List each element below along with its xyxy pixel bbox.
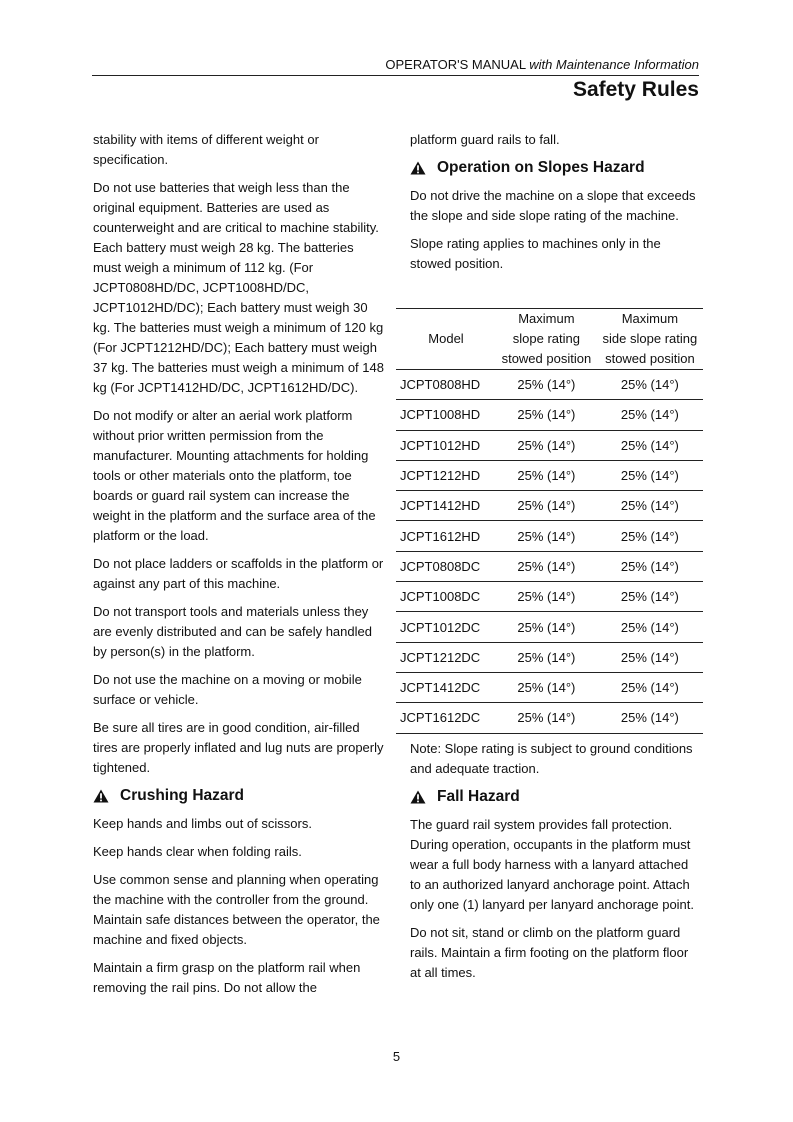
table-row [396,400,703,430]
header-line: Maximum [621,311,679,326]
header-line: Maximum [518,311,575,326]
paragraph: platform guard rails to fall. [410,132,560,147]
heading-label: Crushing Hazard [120,787,245,804]
table-row [396,370,703,400]
warning-triangle-icon [93,789,109,803]
column-header-slope [496,309,597,370]
side-slope-cell: 25% (14°) [597,642,703,672]
slope-cell: 25% (14°) [496,400,597,430]
table-row [396,521,703,551]
header-divider [92,75,699,76]
heading-label: Fall Hazard [437,788,520,805]
table-row [396,551,703,581]
slope-cell: 25% (14°) [496,521,597,551]
side-slope-cell: 25% (14°) [597,703,703,733]
crushing-hazard-heading [93,786,385,806]
model-cell: JCPT1008HD [396,400,496,430]
paragraph: Do not use the machine on a moving or mobile surface or vehicle. [93,672,362,707]
column-header-side-slope [597,309,703,370]
table-row [396,430,703,460]
table-row [396,703,703,733]
model-cell: JCPT1212HD [396,460,496,490]
paragraph: Do not sit, stand or climb on the platform guard rails. Maintain a firm footing on the platform floor at all times. [410,925,689,980]
table-row [396,582,703,612]
side-slope-cell: 25% (14°) [597,612,703,642]
left-column [93,130,385,1006]
model-cell: JCPT1008DC [396,582,496,612]
right-column [410,130,702,282]
slope-cell: 25% (14°) [496,612,597,642]
model-cell: JCPT1412DC [396,672,496,702]
slopes-hazard-heading [410,158,702,178]
model-cell: JCPT1612HD [396,521,496,551]
slope-cell: 25% (14°) [496,642,597,672]
side-slope-cell: 25% (14°) [597,491,703,521]
heading-label: Operation on Slopes Hazard [437,159,645,176]
manual-subtitle: with Maintenance Information [529,57,699,72]
model-cell: JCPT1412HD [396,491,496,521]
side-slope-cell: 25% (14°) [597,400,703,430]
side-slope-cell: 25% (14°) [597,430,703,460]
model-cell: JCPT1212DC [396,642,496,672]
paragraph: Keep hands clear when folding rails. [93,844,302,859]
paragraph: Maintain a firm grasp on the platform rail when removing the rail pins. Do not allow the [93,960,361,995]
paragraph: Keep hands and limbs out of scissors. [93,816,312,831]
side-slope-cell: 25% (14°) [597,582,703,612]
slope-cell: 25% (14°) [496,491,597,521]
right-column-lower [410,739,702,991]
table-row [396,491,703,521]
table-row [396,612,703,642]
paragraph: Use common sense and planning when operating the machine with the controller from the ground. Maintain safe distances between the operator, the machine and fixed objects. [93,872,380,947]
paragraph: Do not drive the machine on a slope that exceeds the slope and side slope rating of the machine. [410,188,696,223]
slope-cell: 25% (14°) [496,430,597,460]
paragraph: Do not transport tools and materials unless they are evenly distributed and can be safely handled by person(s) in the platform. [93,604,372,659]
manual-header [92,57,699,73]
slope-rating-table [396,308,703,734]
note-paragraph: Note: Slope rating is subject to ground conditions and adequate traction. [410,741,693,776]
page-number: 5 [392,1049,401,1064]
model-cell: JCPT1012DC [396,612,496,642]
header-line: stowed position [605,351,695,366]
page-title: Safety Rules [572,78,699,101]
header-line: slope rating [512,331,580,346]
slope-cell: 25% (14°) [496,703,597,733]
slope-cell: 25% (14°) [496,460,597,490]
table-row [396,672,703,702]
fall-hazard-heading [410,787,702,807]
paragraph: Slope rating applies to machines only in the stowed position. [410,236,661,271]
side-slope-cell: 25% (14°) [597,551,703,581]
paragraph: stability with items of different weight or specification. [93,132,319,167]
paragraph: Be sure all tires are in good condition, air-filled tires are properly inflated and lug nuts are properly tightened. [93,720,384,775]
paragraph: Do not modify or alter an aerial work platform without prior written permission from the manufacturer. Mounting attachments for holding tools or other materials onto the platform, toe boards or guard rail system can increase the weight in the platform and the surface area of the platform or the load. [93,408,376,543]
slope-cell: 25% (14°) [496,672,597,702]
model-cell: JCPT1612DC [396,703,496,733]
table-row [396,460,703,490]
slope-cell: 25% (14°) [496,582,597,612]
warning-triangle-icon [410,161,426,175]
model-cell: JCPT0808HD [396,370,496,400]
paragraph: Do not use batteries that weigh less than the original equipment. Batteries are used as counterweight and are critical to machine stability. Each battery must weigh 28 kg. The batteries must weigh a minimum of 112 kg. (For JCPT0808HD/DC, JCPT1008HD/DC, JCPT1012HD/DC); Each battery must weigh 30 kg. The batteries must weigh a minimum of 120 kg (For JCPT1212HD/DC); Each battery must weigh 37 kg. The batteries must weigh a minimum of 148 kg (For JCPT1412HD/DC, JCPT1612HD/DC). [93,180,384,395]
table-header-row [396,309,703,370]
paragraph: Do not place ladders or scaffolds in the platform or against any part of this machine. [93,556,384,591]
manual-title: OPERATOR'S MANUAL [385,57,530,72]
side-slope-cell: 25% (14°) [597,370,703,400]
model-cell: JCPT1012HD [396,430,496,460]
model-cell: JCPT0808DC [396,551,496,581]
warning-triangle-icon [410,790,426,804]
paragraph: The guard rail system provides fall protection. During operation, occupants in the platform must wear a full body harness with a lanyard attached to an authorized lanyard anchorage point. Attach only one (1) lanyard per lanyard anchorage point. [410,817,695,912]
header-line: stowed position [501,351,592,366]
side-slope-cell: 25% (14°) [597,521,703,551]
header-line: side slope rating [602,331,698,346]
side-slope-cell: 25% (14°) [597,460,703,490]
side-slope-cell: 25% (14°) [597,672,703,702]
table-row [396,642,703,672]
column-header-model: Model [396,309,496,370]
slope-cell: 25% (14°) [496,370,597,400]
slope-cell: 25% (14°) [496,551,597,581]
